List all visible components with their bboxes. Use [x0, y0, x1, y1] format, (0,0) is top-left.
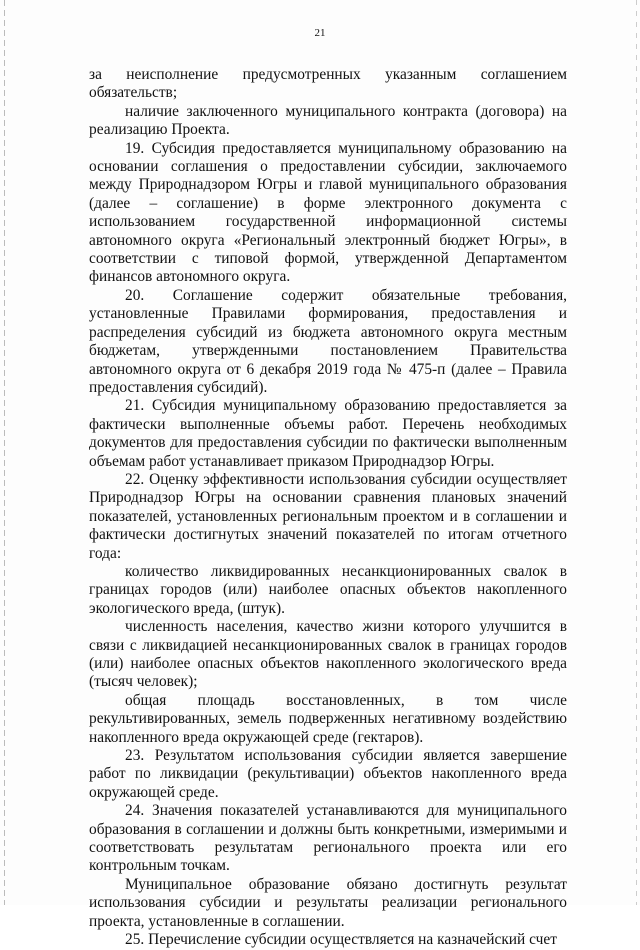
document-body	[89, 66, 567, 950]
scan-edge-left	[4, 0, 5, 905]
paragraph: численность населения, качество жизни которого улучшится в связи с ликвидацией несанкционированных свалок в границах городов (или) наиболее опасных объектов накопленного экологического вреда (тысяч человек);	[89, 618, 567, 691]
paragraph: 23. Результатом использования субсидии является завершение работ по ликвидации (рекультивации) объектов накопленного вреда окружающей среде.	[89, 747, 567, 801]
paragraph: 21. Субсидия муниципальному образованию предоставляется за фактически выполненные объемы работ. Перечень необходимых документов для предоставления субсидии по фактически выполненным объемам работ устанавливает приказом Природнадзор Югры.	[89, 397, 567, 470]
paragraph: 19. Субсидия предоставляется муниципальному образованию на основании соглашения о предоставлении субсидии, заключаемого между Природнадзором Югры и главой муниципального образования (далее – соглашение) в форме электронного документа с использованием государственной информационной системы автономного округа «Региональный электронный бюджет Югры», в соответствии с типовой формой, утвержденной Департаментом финансов автономного округа.	[89, 139, 567, 286]
page-number: 21	[314, 27, 326, 39]
paragraph: наличие заключенного муниципального контракта (договора) на реализацию Проекта.	[89, 102, 567, 139]
paragraph: Муниципальное образование обязано достигнуть результат использования субсидии и результаты реализации регионального проекта, установленные в соглашении.	[89, 875, 567, 930]
paragraph: 25. Перечисление субсидии осуществляется на казначейский счет	[125, 931, 557, 949]
paragraph: 24. Значения показателей устанавливаются для муниципального образования в соглашении и должны быть конкретными, измеримыми и соответствовать результатам регионального проекта или его контрольным точкам.	[89, 802, 567, 875]
scan-edge-right	[636, 0, 637, 905]
paragraph: общая площадь восстановленных, в том числе рекультивированных, земель подверженных негативному воздействию накопленного вреда окружающей среде (гектаров).	[89, 691, 567, 746]
paragraph: 22. Оценку эффективности использования субсидии осуществляет Природнадзор Югры на основании сравнения плановых значений показателей, установленных региональным проектом и в соглашении и фактически достигнутых значений показателей по итогам отчетного года:	[89, 470, 567, 562]
paragraph: за неисполнение предусмотренных указанным соглашением обязательств;	[89, 66, 567, 102]
paragraph: 20. Соглашение содержит обязательные требования, установленные Правилами формирования, предоставления и распределения субсидий из бюджета автономного округа местным бюджетам, утвержденными постановлением Правительства автономного округа от 6 декабря 2019 года № 475-п (далее – Правила предоставления субсидий).	[89, 286, 567, 396]
paragraph: количество ликвидированных несанкционированных свалок в границах городов (или) наиболее опасных объектов накопленного экологического вреда, (штук).	[89, 562, 567, 617]
